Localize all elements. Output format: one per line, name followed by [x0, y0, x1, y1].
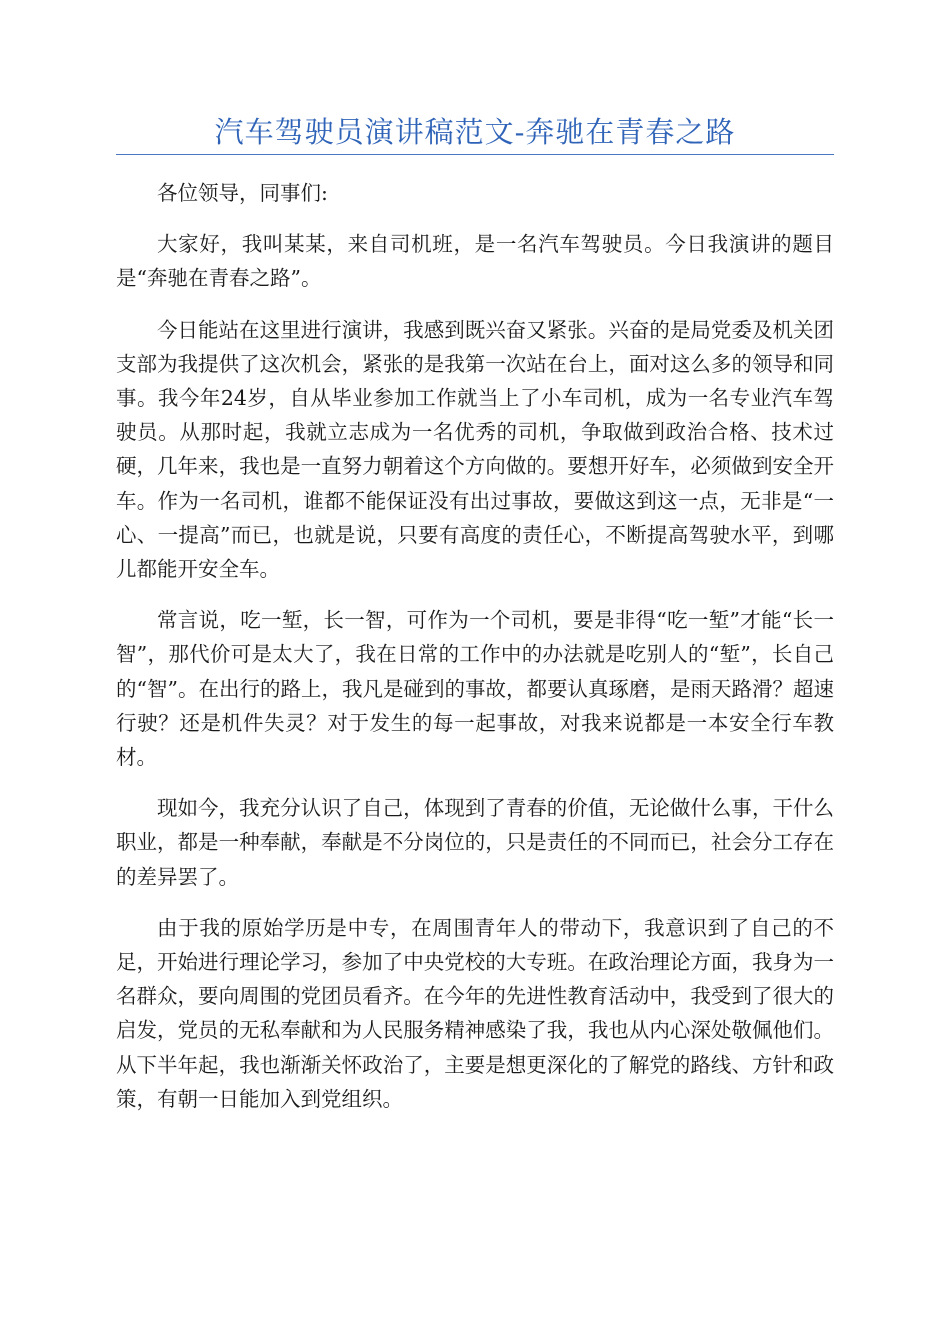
title-underline: [116, 154, 834, 155]
paragraph-lessons: 常言说，吃一堑，长一智，可作为一个司机，要是非得“吃一堑”才能“长一智”，那代价可是太大了，我在日常的工作中的办法就是吃别人的“堑”，长自己的“智”。在出行的路上，我凡是碰到的事故，都要认真琢磨，是雨天路滑？超速行驶？还是机件失灵？对于发生的每一起事故，对我来说都是一本安全行车教材。: [116, 608, 834, 770]
document-body: [116, 176, 834, 1133]
document-title: 汽车驾驶员演讲稿范文-奔驰在青春之路: [214, 115, 736, 149]
paragraph-study: 由于我的原始学历是中专，在周围青年人的带动下，我意识到了自己的不足，开始进行理论学习，参加了中央党校的大专班。在政治理论方面，我身为一名群众，要向周围的党团员看齐。在今年的先进性教育活动中，我受到了很大的启发，党员的无私奉献和为人民服务精神感染了我，我也从内心深处敬佩他们。从下半年起，我也渐渐关怀政治了，主要是想更深化的了解党的路线、方针和政策，有朝一日能加入到党组织。: [116, 915, 834, 1111]
paragraph-dedication: 现如今，我充分认识了自己，体现到了青春的价值，无论做什么事，干什么职业，都是一种奉献，奉献是不分岗位的，只是责任的不同而已，社会分工存在的差异罢了。: [116, 796, 834, 889]
paragraph-safe-driving: 今日能站在这里进行演讲，我感到既兴奋又紧张。兴奋的是局党委及机关团支部为我提供了这次机会，紧张的是我第一次站在台上，面对这么多的领导和同事。我今年24岁，自从毕业参加工作就当上了小车司机，成为一名专业汽车驾驶员。从那时起，我就立志成为一名优秀的司机，争取做到政治合格、技术过硬，几年来，我也是一直努力朝着这个方向做的。要想开好车，必须做到安全开车。作为一名司机，谁都不能保证没有出过事故，要做这到这一点，无非是“一心、一提高”而已，也就是说，只要有高度的责任心，不断提高驾驶水平，到哪儿都能开安全车。: [116, 317, 834, 582]
paragraph-greeting: 各位领导，同事们:: [157, 181, 328, 205]
paragraph-introduction: 大家好，我叫某某，来自司机班，是一名汽车驾驶员。今日我演讲的题目是“奔驰在青春之路”。: [116, 232, 834, 291]
